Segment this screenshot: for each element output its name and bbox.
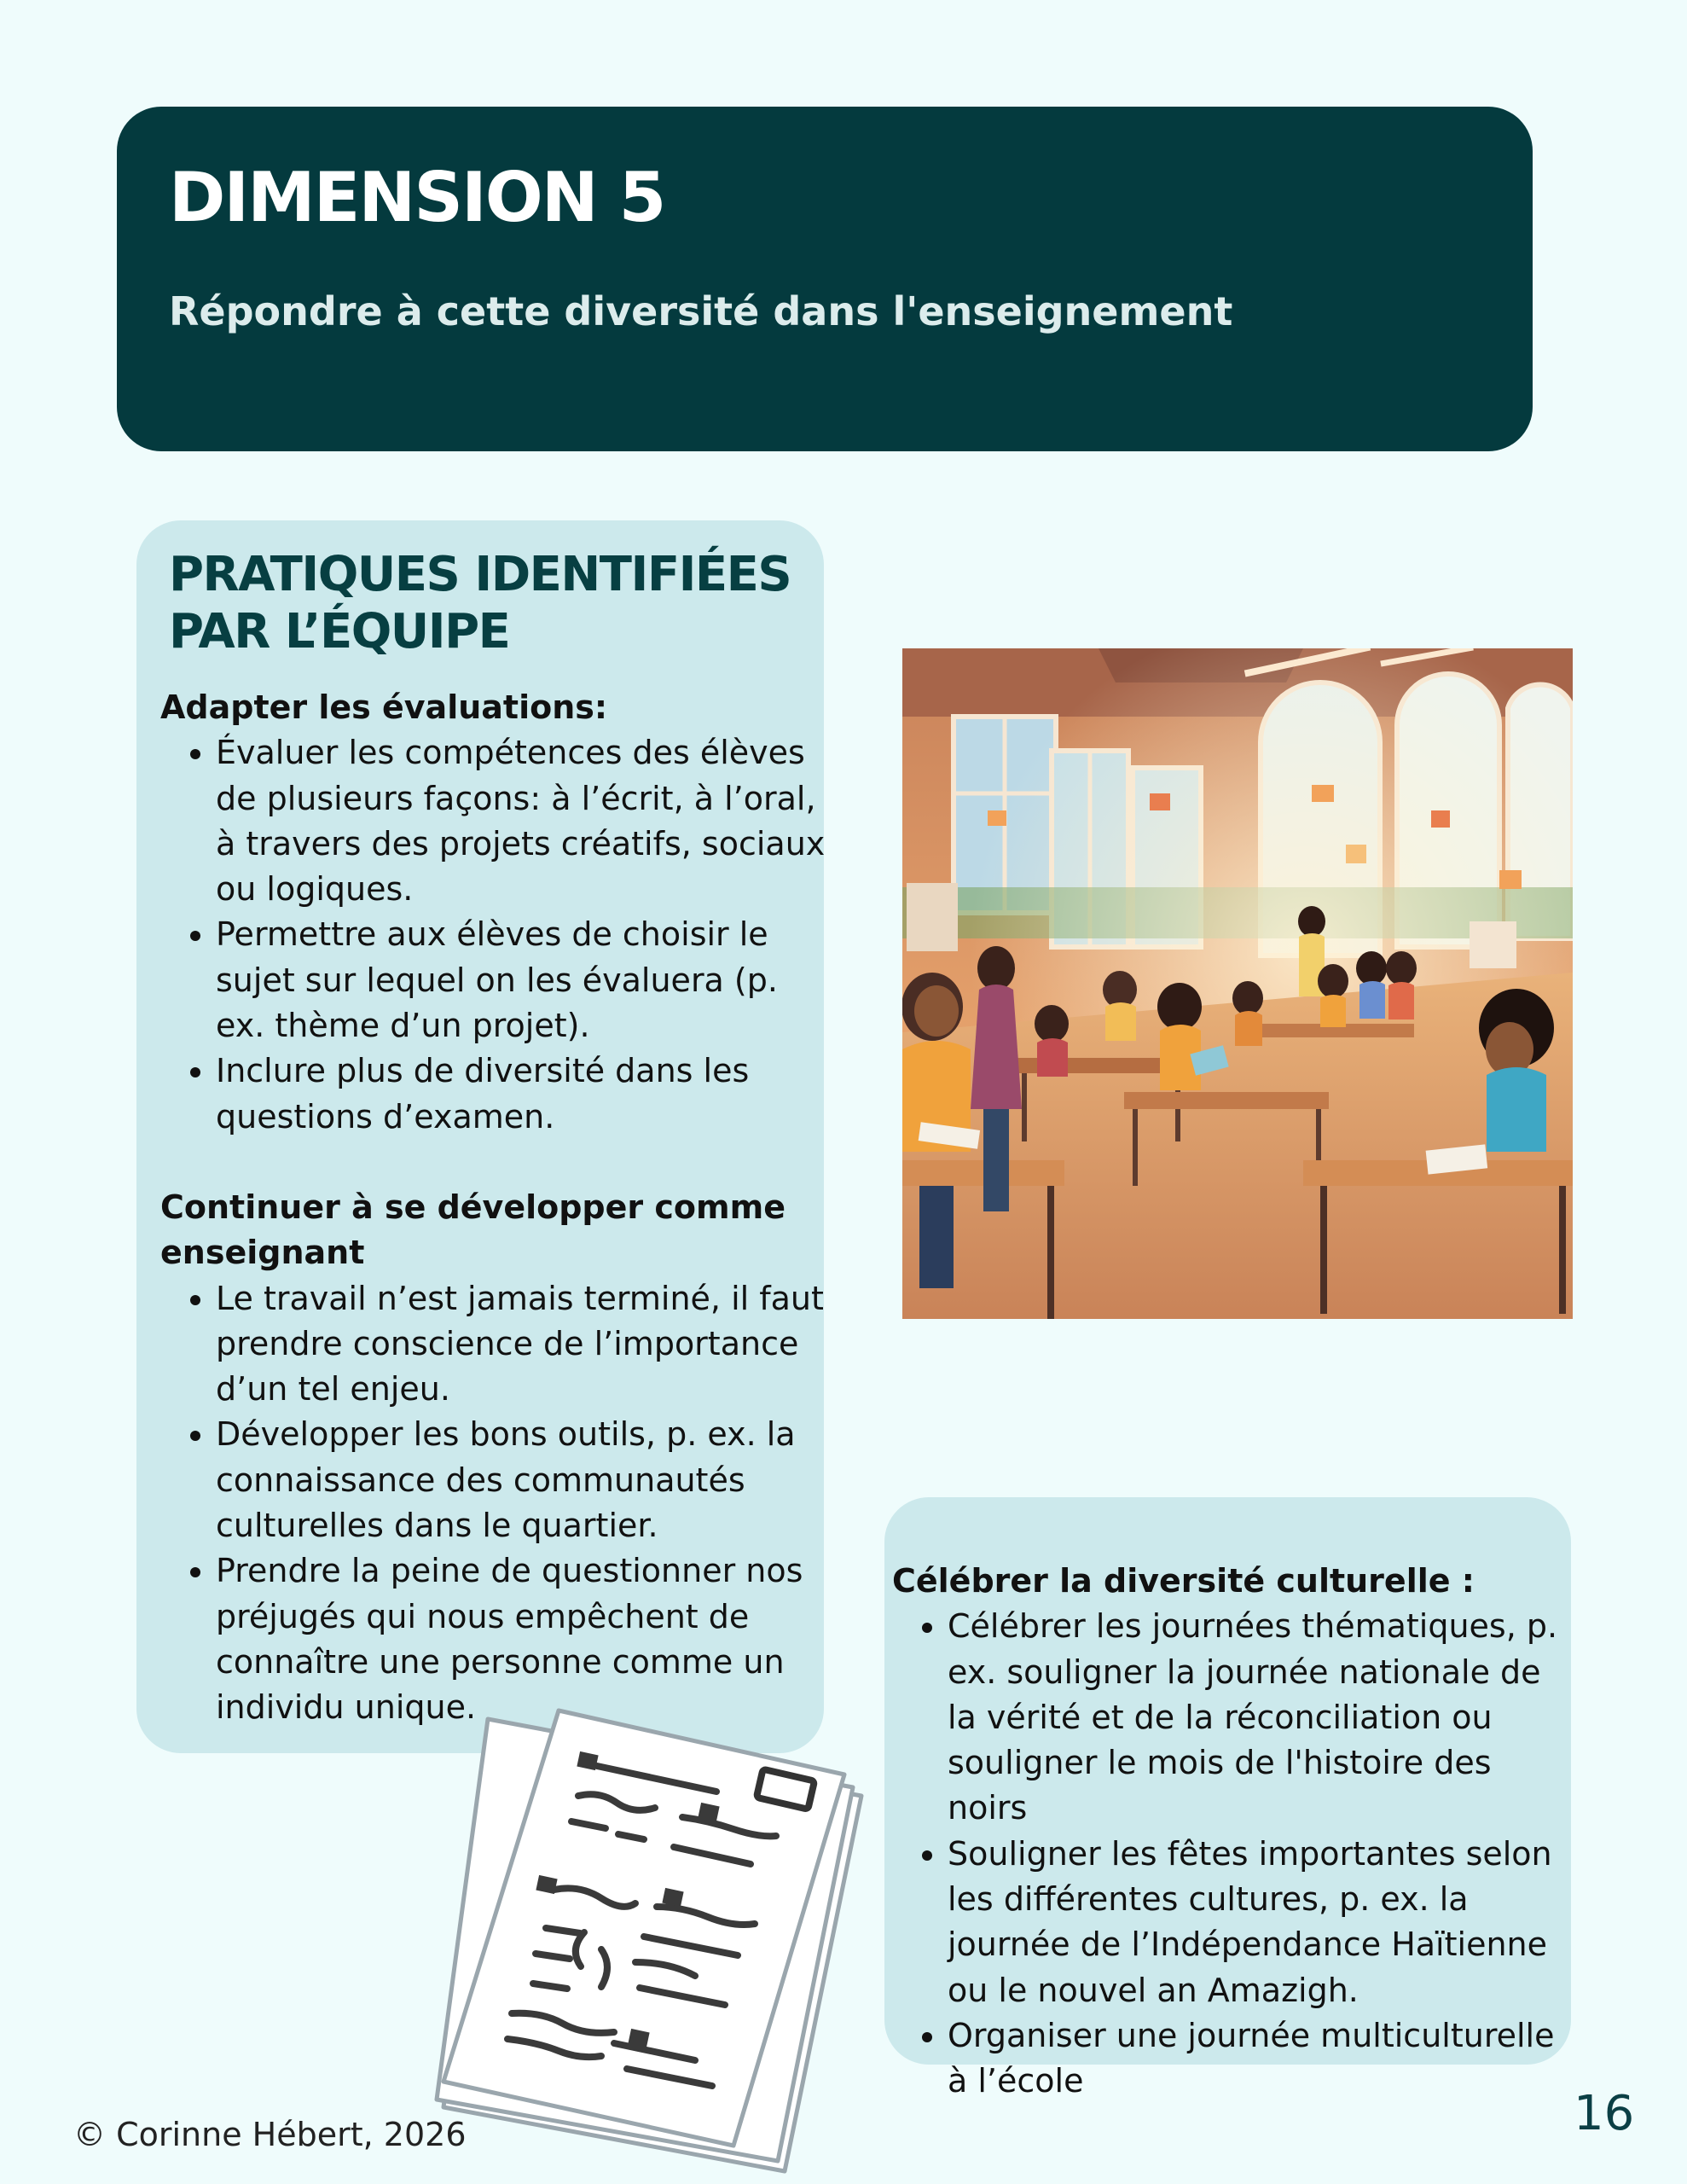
copyright-text: © Corinne Hébert, 2026 <box>73 2116 467 2153</box>
bullet-list <box>160 730 830 1140</box>
page-title: DIMENSION 5 <box>169 158 665 237</box>
practices-content <box>160 685 830 1731</box>
list-item: • Organiser une journée multiculturelle à l’école <box>948 2013 1574 2105</box>
celebrate-content <box>892 1559 1574 2105</box>
list-item: • Célébrer les journées thématiques, p. ex. souligner la journée nationale de la vérité et de la réconciliation ou souligner le mois de l'histoire des noirs <box>948 1604 1574 1831</box>
list-item: • Souligner les fêtes importantes selon les différentes cultures, p. ex. la journée de l’Indépendance Haïtienne ou le nouvel an Amazigh. <box>948 1832 1574 2013</box>
page-subtitle: Répondre à cette diversité dans l'enseignement <box>169 288 1233 334</box>
bullet-list <box>892 1604 1574 2104</box>
section-heading: Continuer à se développer comme enseignant <box>160 1188 786 1272</box>
page-number: 16 <box>1574 2086 1635 2141</box>
list-item: • Inclure plus de diversité dans les questions d’examen. <box>216 1048 830 1140</box>
celebrate-panel <box>884 1497 1571 2100</box>
list-item: • Le travail n’est jamais terminé, il faut prendre conscience de l’importance d’un tel enjeu. <box>216 1276 830 1413</box>
list-item: • Évaluer les compétences des élèves de plusieurs façons: à l’écrit, à l’oral, à travers des projets créatifs, sociaux ou logiques. <box>216 730 830 912</box>
section-heading: Célébrer la diversité culturelle : <box>892 1562 1475 1600</box>
list-item: • Développer les bons outils, p. ex. la connaissance des communautés culturelles dans le quartier. <box>216 1412 830 1548</box>
practices-title: PRATIQUES IDENTIFIÉES PAR L’ÉQUIPE <box>169 547 791 659</box>
practices-panel <box>136 520 824 1753</box>
list-item: • Permettre aux élèves de choisir le sujet sur lequel on les évaluera (p. ex. thème d’un projet). <box>216 912 830 1048</box>
paper-document-doodle <box>426 1693 887 2180</box>
classroom-illustration <box>902 648 1573 1319</box>
list-item: • Prendre la peine de questionner nos préjugés qui nous empêchent de connaître une personne comme un individu unique. <box>216 1548 830 1730</box>
header-banner <box>117 107 1533 451</box>
bullet-list <box>160 1276 830 1731</box>
section-heading: Adapter les évaluations: <box>160 688 608 726</box>
